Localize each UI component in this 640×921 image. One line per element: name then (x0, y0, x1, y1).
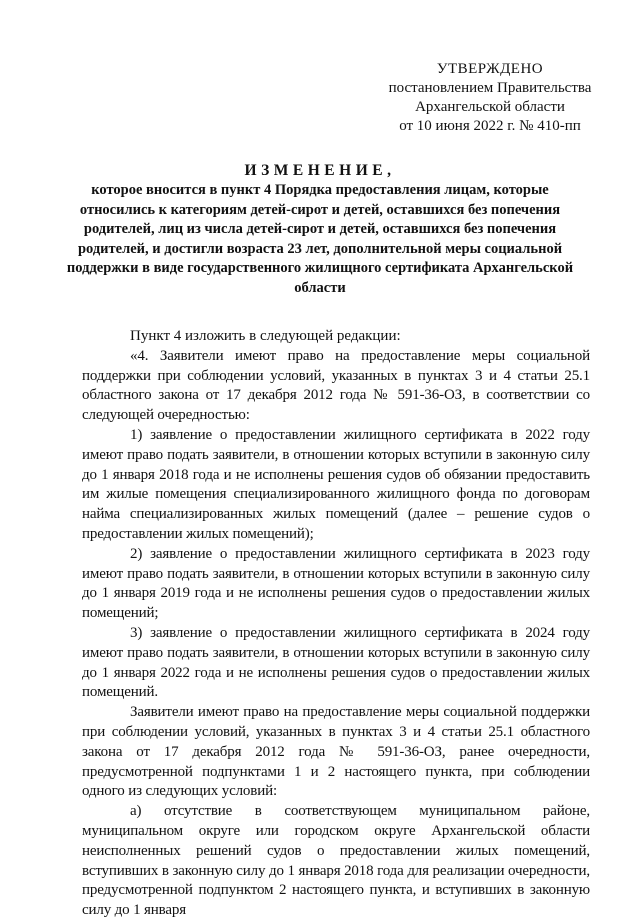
approval-heading: УТВЕРЖДЕНО (436, 61, 544, 77)
document-title (60, 161, 580, 299)
approval-line-1: постановлением Правительства (388, 80, 592, 96)
paragraph-condition-a: а) отсутствие в соответствующем муниципальном районе, муниципальном округе или городском округе Архангельской области неисполненных решений судов о предоставлении жилых помещений, вступивших в законную силу до 1 января 2018 года для реализации очередности, предусмотренной подпунктом 2 настоящего пункта, и вступивших в законную силу до 1 января (82, 803, 590, 919)
title-subtitle: которое вносится в пункт 4 Порядка предоставления лицам, которые относились к категориям детей-сирот и детей, оставшихся без попечения родителей, лиц из числа детей-сирот и детей, оставшихся без попечения родителей, и достигли возраста 23 лет, дополнительной меры социальной поддержки в виде государственного жилищного сертификата Архангельской области (66, 182, 574, 296)
paragraph-conditions: Заявители имеют право на предоставление меры социальной поддержки при соблюдении условий, указанных в пунктах 3 и 4 статьи 25.1 областного закона от 17 декабря 2012 года № 591-36-ОЗ, ранее очередности, предусмотренной подпунктами 1 и 2 настоящего пункта, при соблюдении одного из следующих условий: (82, 704, 590, 800)
document-body (82, 327, 590, 921)
paragraph-item-3: 3) заявление о предоставлении жилищного сертификата в 2024 году имеют право подать заявители, в отношении которых вступили в законную силу до 1 января 2022 года и не исполнены решения судов о предоставлении жилых помещений. (82, 624, 590, 701)
paragraph-item-1: 1) заявление о предоставлении жилищного сертификата в 2022 году имеют право подать заявители, в отношении которых вступили в законную силу до 1 января 2018 года и не исполнены решения судов об обязании предоставить им жилые помещения специализированного жилищного фонда по договорам найма специализированных жилых помещений (далее – решение судов о предоставлении жилых помещений); (82, 426, 590, 542)
approval-stamp (372, 60, 608, 136)
paragraph-4: «4. Заявители имеют право на предоставление меры социальной поддержки при соблюдении условий, указанных в пунктах 3 и 4 статьи 25.1 областного закона от 17 декабря 2012 года № 591-36-ОЗ, в соответствии со следующей очередностью: (82, 347, 590, 424)
approval-line-3: от 10 июня 2022 г. № 410-пп (399, 118, 581, 134)
approval-line-2: Архангельской области (415, 99, 565, 115)
paragraph-item-2: 2) заявление о предоставлении жилищного сертификата в 2023 году имеют право подать заявители, в отношении которых вступили в законную силу до 1 января 2019 года и не исполнены решения судов о предоставлении жилых помещений; (82, 545, 590, 622)
title-heading: ИЗМЕНЕНИЕ, (244, 162, 396, 179)
paragraph-intro: Пункт 4 изложить в следующей редакции: (130, 328, 401, 344)
